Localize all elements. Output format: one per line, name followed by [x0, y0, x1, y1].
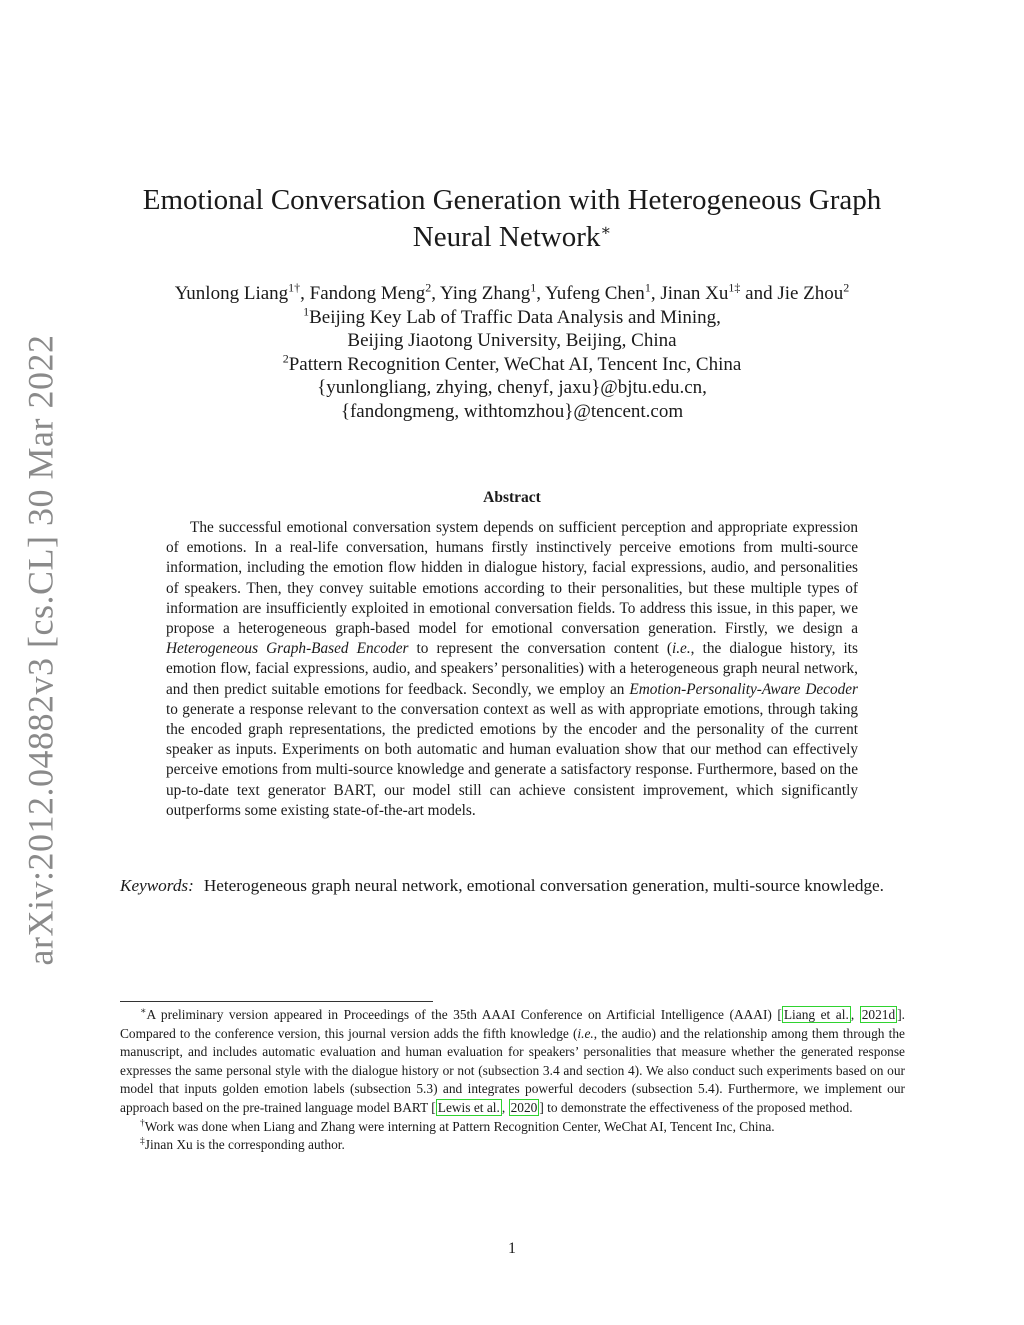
footnote-mark: † [140, 1118, 145, 1129]
citation-link[interactable]: Liang et al. [783, 1007, 849, 1022]
title-line-2: Neural Network [412, 221, 601, 253]
arxiv-identifier-text: arXiv:2012.04882v3 [cs.CL] 30 Mar 2022 [20, 334, 61, 966]
footnote-text: ]. Compared to the conference version, this journal version adds the fifth knowledge ( [120, 1007, 905, 1041]
footnote-emphasis: i.e. [577, 1025, 594, 1041]
footnote-1 [120, 1006, 905, 1118]
abstract-emphasis: i.e. [671, 640, 691, 658]
abstract-text: to generate a response relevant to the conversation context as well as with appropriate emotions, through taking the encoded graph representations, the predicted emotions by the encoder and the personality of the current speaker as inputs. Experiments on both automatic and human evaluation show that our method can effectively perceive emotions from multi-source knowledge and generate a satisfactory response. Furthermore, based on the up-to-date text generator BART, our model still can achieve consistent improvement, which significantly outperforms some existing state-of-the-art models. [166, 700, 858, 819]
author-affiliation-mark: 2 [425, 280, 432, 295]
author-name: Yunlong Liang [174, 283, 289, 304]
affiliation-1-line-1 [110, 306, 914, 330]
citation-link[interactable]: 2021d [861, 1007, 896, 1022]
author-affiliation-mark: 1 [644, 280, 651, 295]
affiliation-mark: 1 [303, 304, 310, 319]
author-block [110, 282, 914, 423]
footnote-text: Jinan Xu is the corresponding author. [144, 1137, 345, 1153]
footnotes [120, 1006, 905, 1155]
abstract-body [166, 518, 858, 821]
affiliation-mark: 2 [282, 351, 289, 366]
page-number: 1 [508, 1240, 516, 1257]
footnote-divider [120, 1001, 433, 1002]
author-name: Jinan Xu [660, 283, 729, 304]
affiliation-text: Beijing Key Lab of Traffic Data Analysis and Mining, [309, 306, 721, 328]
footnote-3 [120, 1136, 905, 1155]
abstract-emphasis: Emotion-Personality-Aware Decoder [629, 680, 858, 698]
affiliation-text: Pattern Recognition Center, WeChat AI, Tencent Inc, China [288, 353, 742, 375]
keywords-text: Heterogeneous graph neural network, emotional conversation generation, multi-source knowledge. [203, 876, 884, 895]
paper-title [120, 182, 904, 256]
title-line-1: Emotional Conversation Generation with Heterogeneous Graph [142, 184, 882, 216]
citation-link[interactable]: 2020 [510, 1099, 538, 1115]
footnote-mark: ∗ [140, 1006, 147, 1017]
footnote-text: A preliminary version appeared in Proceedings of the 35th AAAI Conference on Artificial Intelligence (AAAI) [ [146, 1007, 782, 1022]
citation-link[interactable]: Lewis et al. [437, 1099, 500, 1115]
abstract-text: The successful emotional conversation system depends on sufficient perception and appropriate expression of emotions. In a real-life conversation, humans firstly instinctively perceive emotions from multi-source information, including the emotion flow hidden in dialogue history, facial expressions, audio, and personalities of speakers. Then, they convey suitable emotions according to their personalities, but these multiple types of information are insufficiently exploited in emotional conversation fields. To address this issue, in this paper, we propose a heterogeneous graph-based model for emotional conversation generation. Firstly, we design a [166, 519, 858, 638]
footnote-text: , [850, 1007, 860, 1022]
affiliation-1-line-2: Beijing Jiaotong University, Beijing, China [347, 330, 677, 351]
footnote-text: , [501, 1099, 509, 1115]
abstract-heading: Abstract [483, 489, 541, 506]
arxiv-identifier-stamp [10, 334, 70, 966]
footnote-text: Work was done when Liang and Zhang were interning at Pattern Recognition Center, WeChat AI, Tencent Inc, China. [144, 1118, 775, 1134]
abstract-emphasis: Heterogeneous Graph-Based Encoder [166, 640, 409, 658]
author-name: Yufeng Chen [545, 283, 645, 304]
footnote-text: , the audio) and the relationship among them through the manuscript, and includes automatic evaluation and human evaluation for speakers’ personalities that measure whether the generated response expresses the same personal style with the dialogue history or not (subsection 3.4 and section 4). We also conduct such experiments based on our model that inputs golden emotion labels (subsection 5.3) and integrates powerful decoders (subsection 5.4). Furthermore, we implement our approach based on the pre-trained language model BART [ [120, 1025, 905, 1115]
author-affiliation-mark: 1‡ [728, 280, 741, 295]
footnote-text: ] to demonstrate the effectiveness of the proposed method. [539, 1099, 853, 1115]
title-footnote-mark: ∗ [600, 222, 612, 240]
footnote-mark: ‡ [140, 1136, 145, 1147]
author-name: Fandong Meng [309, 283, 426, 304]
author-name: Jie Zhou [777, 283, 844, 304]
author-conjunction: and [745, 283, 773, 304]
author-affiliation-mark: 1 [530, 280, 537, 295]
abstract-text: to represent the conversation content ( [408, 640, 672, 658]
abstract-text: , the dialogue history, its emotion flow, facial expressions, audio, and speakers’ personalities) with a heterogeneous graph neural network, and then predict suitable emotions for feedback. Secondly, we employ an [166, 640, 858, 698]
author-email-2: {fandongmeng, withtomzhou}@tencent.com [340, 400, 684, 422]
author-name: Ying Zhang [440, 283, 531, 304]
affiliation-2-line-1 [110, 353, 914, 377]
keywords-label: Keywords: [120, 876, 194, 895]
keywords [120, 875, 905, 897]
author-affiliation-mark: 1† [288, 280, 301, 295]
author-affiliation-mark: 2 [843, 280, 850, 295]
author-email-1: {yunlongliang, zhying, chenyf, jaxu}@bjtu.edu.cn, [317, 377, 707, 398]
author-list: Yunlong Liang$^{1\dagger}$, Fandong Meng$^2$, Ying Zhang$^1$, Yufeng Chen$^1$, Jinan $Xu^{1\ddagger}$ and Jie Zhou$^2$ [174, 280, 850, 304]
footnote-2 [120, 1118, 905, 1137]
